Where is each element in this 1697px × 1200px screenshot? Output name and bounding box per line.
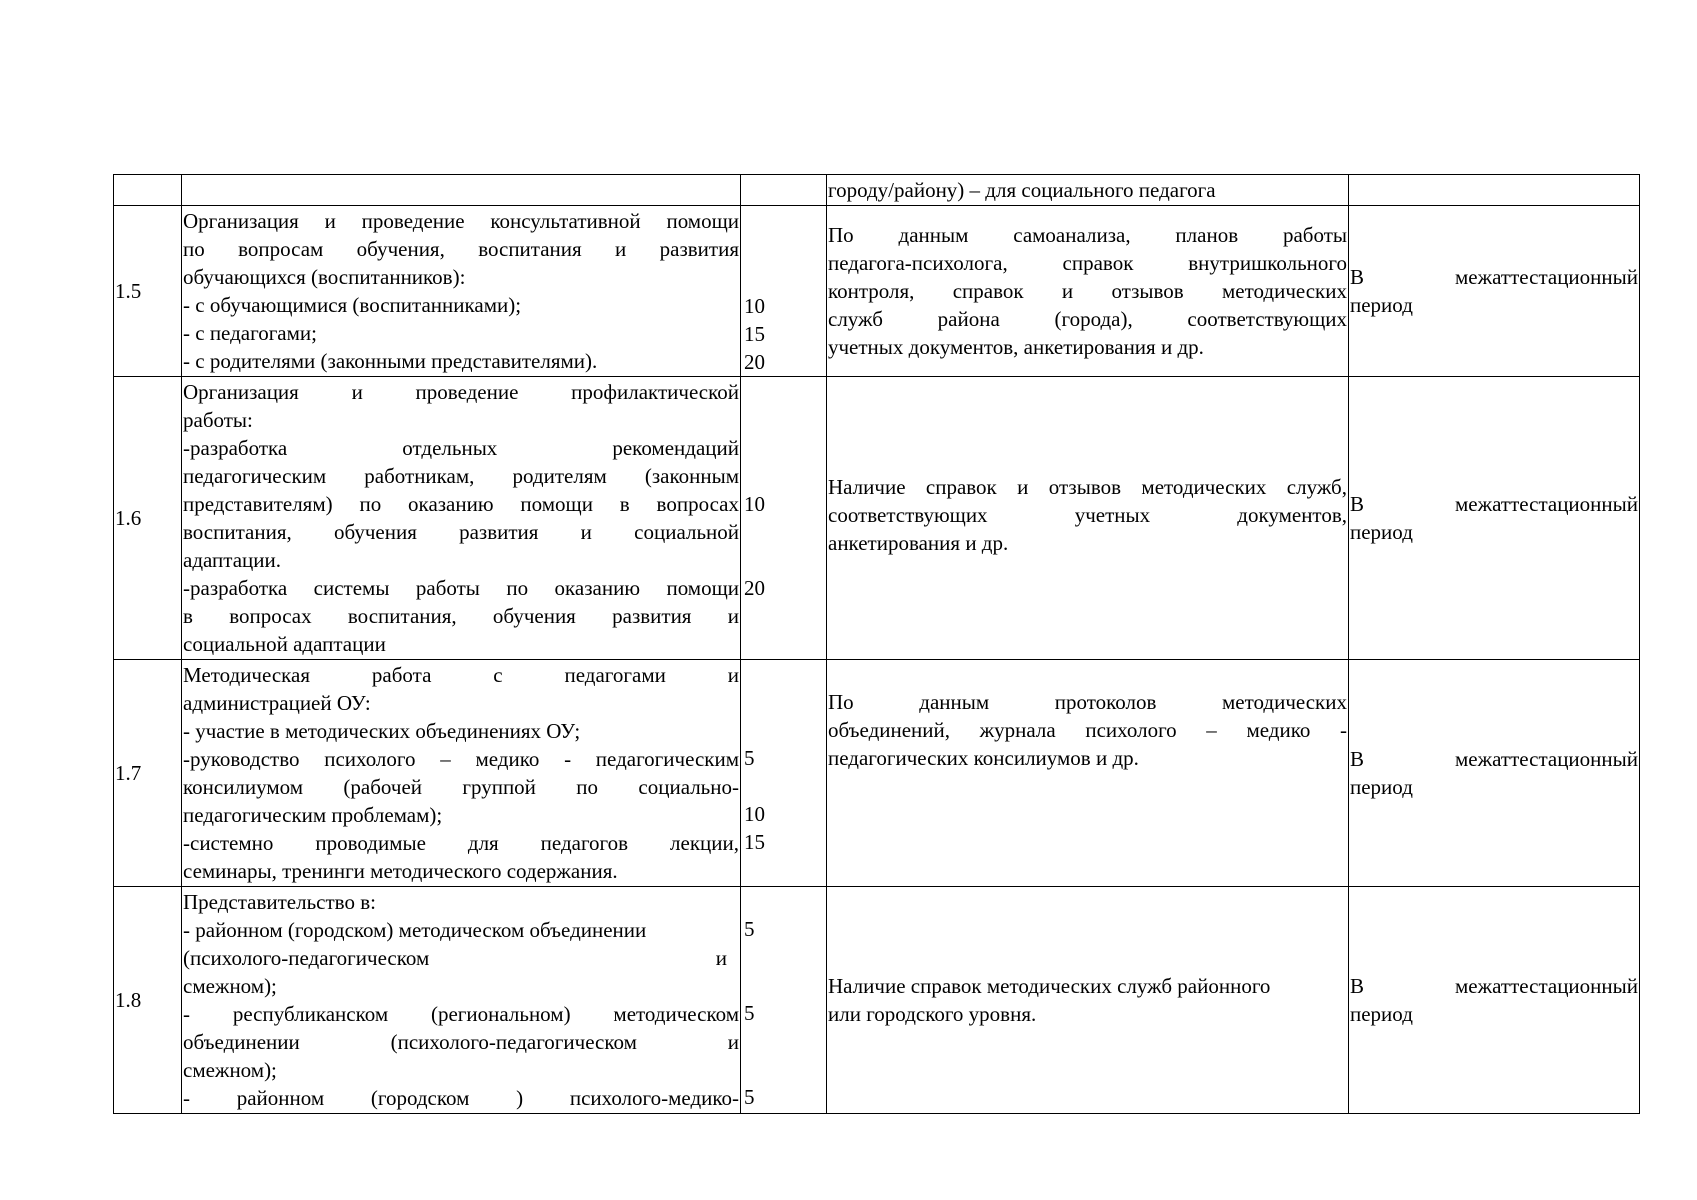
period-cell [1349, 887, 1640, 1114]
activity-line: -разработка отдельных рекомендаций [183, 436, 739, 460]
activity-cell [182, 660, 741, 887]
row-number-cell [114, 887, 182, 1114]
source-line: педагогических консилиумов и др. [828, 746, 1139, 770]
activity-line: Методическая работа с педагогами и [183, 663, 739, 687]
points-value: 5 [744, 1001, 755, 1025]
source-line: или городского уровня. [828, 1002, 1037, 1026]
source-line: соответствующих учетных документов, [828, 503, 1347, 527]
criteria-table [113, 174, 1640, 1114]
activity-line: - районном (городском) методическом объединении [183, 918, 647, 942]
activity-line: -руководство психолого – медико - педагогическим [183, 747, 739, 771]
activity-line: - участие в методических объединениях ОУ; [183, 719, 581, 743]
points-cell [741, 887, 827, 1114]
row-number-cell [114, 377, 182, 660]
activity-line: объединении (психолого-педагогическом и [183, 1030, 739, 1054]
source-line: контроля, справок и отзывов методических [828, 279, 1347, 303]
activity-line: -разработка системы работы по оказанию помощи [183, 576, 739, 600]
table-row [114, 660, 1640, 887]
row-number-cell [114, 660, 182, 887]
points-cell [741, 206, 827, 377]
activity-line: социальной адаптации [183, 632, 386, 656]
period-cell [1349, 377, 1640, 660]
points-value: 5 [744, 917, 755, 941]
source-cell [827, 206, 1349, 377]
period-line: В межаттестационный [1350, 747, 1638, 771]
points-value: 15 [744, 830, 765, 854]
points-value: 20 [744, 576, 765, 600]
period-line: период [1350, 1002, 1413, 1026]
activity-cell [182, 206, 741, 377]
points-value: 10 [744, 492, 765, 516]
activity-line: педагогическим проблемам); [183, 803, 443, 827]
row-number: 1.8 [115, 988, 142, 1012]
activity-cell [182, 175, 741, 206]
source-line: педагога-психолога, справок внутришкольного [828, 251, 1347, 275]
source-line: Наличие справок и отзывов методических служб, [828, 475, 1347, 499]
points-value: 5 [744, 746, 755, 770]
activity-line: смежном); [183, 1058, 277, 1082]
activity-line: Организация и проведение профилактической [183, 380, 739, 404]
activity-line: консилиумом (рабочей группой по социально- [183, 775, 739, 799]
points-cell [741, 175, 827, 206]
activity-line: (психолого-педагогическом и [183, 946, 727, 970]
points-value: 5 [744, 1085, 755, 1109]
points-value: 10 [744, 802, 765, 826]
period-line: период [1350, 293, 1413, 317]
points-value: 10 [744, 294, 765, 318]
activity-cell [182, 377, 741, 660]
activity-line: обучающихся (воспитанников): [183, 265, 466, 289]
activity-line: по вопросам обучения, воспитания и развития [183, 237, 739, 261]
table-row [114, 175, 1640, 206]
period-line: В межаттестационный [1350, 265, 1638, 289]
source-line: анкетирования и др. [828, 531, 1009, 555]
activity-line: семинары, тренинги методического содержания. [183, 859, 618, 883]
period-line: период [1350, 520, 1413, 544]
period-line: В межаттестационный [1350, 492, 1638, 516]
activity-line: смежном); [183, 974, 277, 998]
row-number-cell [114, 206, 182, 377]
source-line: Наличие справок методических служб районного [828, 974, 1271, 998]
source-line: По данным протоколов методических [828, 690, 1347, 714]
table-row [114, 377, 1640, 660]
points-cell [741, 377, 827, 660]
activity-line: воспитания, обучения развития и социальной [183, 520, 739, 544]
source-line: городу/району) – для социального педагога [828, 178, 1216, 202]
activity-line: - республиканском (региональном) методическом [183, 1002, 739, 1026]
points-value: 20 [744, 350, 765, 374]
activity-line: адаптации. [183, 548, 282, 572]
activity-line: - с педагогами; [183, 321, 317, 345]
activity-line: - с обучающимися (воспитанниками); [183, 293, 522, 317]
activity-line: администрацией ОУ: [183, 691, 371, 715]
period-cell [1349, 206, 1640, 377]
source-line: служб района (города), соответствующих [828, 307, 1347, 331]
activity-line: - с родителями (законными представителями). [183, 349, 598, 373]
activity-cell [182, 887, 741, 1114]
activity-line: -системно проводимые для педагогов лекции, [183, 831, 739, 855]
table-row [114, 206, 1640, 377]
source-cell [827, 887, 1349, 1114]
source-cell [827, 377, 1349, 660]
activity-line: педагогическим работникам, родителям (законным [183, 464, 739, 488]
period-line: В межаттестационный [1350, 974, 1638, 998]
row-number-cell [114, 175, 182, 206]
source-line: учетных документов, анкетирования и др. [828, 335, 1204, 359]
source-cell [827, 175, 1349, 206]
table-row [114, 887, 1640, 1114]
activity-line: Организация и проведение консультативной помощи [183, 209, 739, 233]
points-cell [741, 660, 827, 887]
activity-line: в вопросах воспитания, обучения развития и [183, 604, 739, 628]
source-cell [827, 660, 1349, 887]
activity-line: Представительство в: [183, 890, 376, 914]
period-line: период [1350, 775, 1413, 799]
period-cell [1349, 175, 1640, 206]
activity-line: - районном (городском ) психолого-медико- [183, 1086, 739, 1110]
row-number: 1.6 [115, 506, 142, 530]
activity-line: работы: [183, 408, 253, 432]
source-line: По данным самоанализа, планов работы [828, 223, 1347, 247]
row-number: 1.7 [115, 761, 142, 785]
source-line: объединений, журнала психолого – медико - [828, 718, 1347, 742]
points-value: 15 [744, 322, 765, 346]
activity-line: представителям) по оказанию помощи в вопросах [183, 492, 739, 516]
row-number: 1.5 [115, 279, 142, 303]
period-cell [1349, 660, 1640, 887]
